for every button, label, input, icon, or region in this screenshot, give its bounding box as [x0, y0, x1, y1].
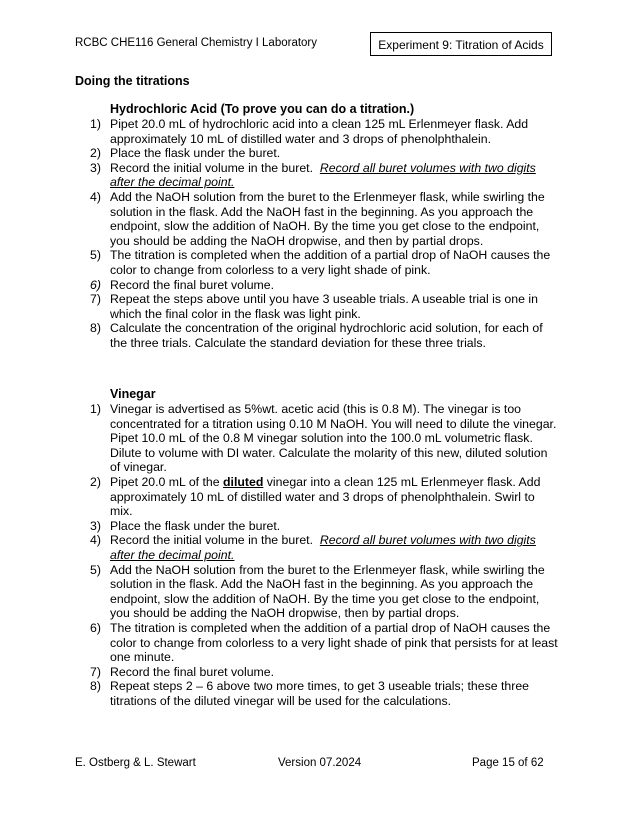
section-title: Doing the titrations	[75, 74, 190, 88]
footer-version: Version 07.2024	[278, 757, 362, 769]
list-item: 7) Record the final buret volume.	[90, 664, 275, 679]
list-item: 4) Record the initial volume in the buret. Record all buret volumes with two digits after the decimal point.	[90, 533, 536, 562]
footer-page-number: Page 15 of 62	[472, 757, 544, 769]
header-experiment-box: Experiment 9: Titration of Acids	[370, 32, 552, 56]
list-item: 3) Record the initial volume in the buret. Record all buret volumes with two digits after the decimal point.	[90, 160, 536, 190]
list-item: 1) Vinegar is advertised as 5%wt. acetic acid (this is 0.8 M). The vinegar is too concentrated for a titration using 0.10 M NaOH. You will need to dilute the vinegar. Pipet 10.0 mL of the 0.8 M vinegar solution into the 100.0 mL volumetric flask. Dilute to volume with DI water. Calculate the molarity of this new, diluted solution of vinegar.	[90, 402, 557, 475]
hcl-steps	[90, 117, 560, 351]
list-item: 6) The titration is completed when the addition of a partial drop of NaOH causes the color to change from colorless to a very light shade of pink that persists for at least one minute.	[90, 620, 558, 665]
list-item: 5) Add the NaOH solution from the buret to the Erlenmeyer flask, while swirling the solution in the flask. Add the NaOH fast in the beginning. As you approach the endpoint, slow the addition of NaOH. By the time you get close to the endpoint, you should be adding the NaOH dropwise, then by partial drops.	[90, 562, 545, 621]
header-course: RCBC CHE116 General Chemistry I Laboratory	[75, 37, 318, 49]
list-item: 6) Record the final buret volume.	[90, 277, 275, 292]
list-item: 7) Repeat the steps above until you have 3 useable trials. A useable trial is one in which the final color in the flask was light pink.	[90, 292, 538, 321]
list-item: 8) Calculate the concentration of the original hydrochloric acid solution, for each of the three trials. Calculate the standard deviation for these three trials.	[90, 321, 543, 350]
hcl-subheading: Hydrochloric Acid (To prove you can do a titration.)	[110, 102, 415, 116]
list-item: 5) The titration is completed when the addition of a partial drop of NaOH causes the color to change from colorless to a very light shade of pink.	[90, 248, 551, 277]
footer-authors: E. Ostberg & L. Stewart	[75, 757, 196, 769]
list-item: 8) Repeat steps 2 – 6 above two more times, to get 3 useable trials; these three titrations of the diluted vinegar will be used for the calculations.	[90, 679, 530, 708]
list-item: 2) Pipet 20.0 mL of the diluted vinegar into a clean 125 mL Erlenmeyer flask. Add approximately 10 mL of distilled water and 3 drops of phenolphthalein. Swirl to mix.	[90, 474, 541, 519]
vinegar-subheading: Vinegar	[110, 387, 156, 401]
vinegar-steps	[90, 402, 560, 708]
list-item: 2) Place the flask under the buret.	[90, 146, 281, 161]
list-item: 4) Add the NaOH solution from the buret to the Erlenmeyer flask, while swirling the solution in the flask. Add the NaOH fast in the beginning. As you approach the endpoint, slow the addition of NaOH. By the time you get close to the endpoint, you should be adding the NaOH dropwise, and then by partial drops.	[90, 189, 545, 248]
list-item: 1) Pipet 20.0 mL of hydrochloric acid into a clean 125 mL Erlenmeyer flask. Add approximately 10 mL of distilled water and 3 drops of phenolphthalein.	[90, 117, 529, 146]
list-item: 3) Place the flask under the buret.	[90, 518, 281, 533]
